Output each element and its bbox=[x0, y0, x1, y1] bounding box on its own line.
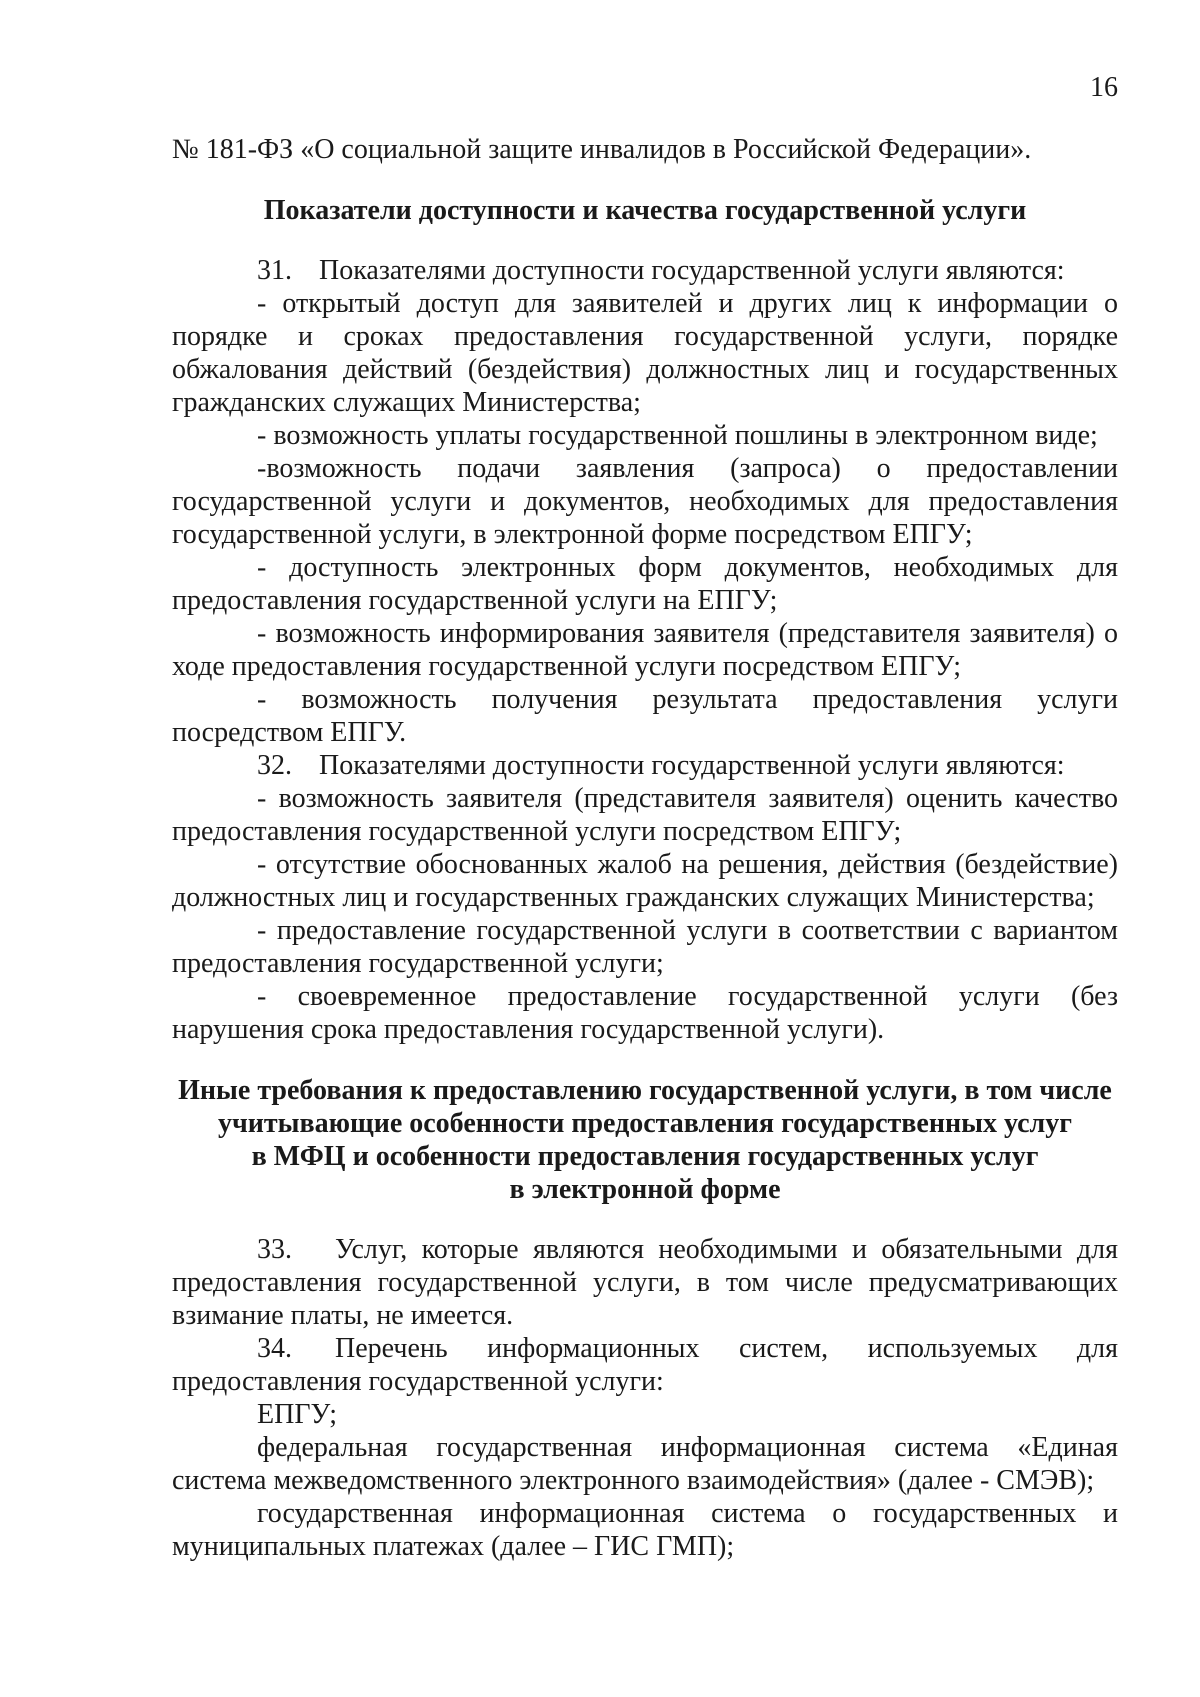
list-item: - возможность получения результата предоставления услуги посредством ЕПГУ. bbox=[172, 684, 1118, 748]
list-item: - открытый доступ для заявителей и других лиц к информации о порядке и сроках предоставления государственной услуги, порядке обжалования действий (бездействия) должностных лиц и государственных гражданских служащих Министерства; bbox=[172, 288, 1118, 418]
paragraph-text: Перечень информационных систем, используемых для предоставления государственной услуги: bbox=[172, 1333, 1118, 1397]
paragraph-number: 34. bbox=[257, 1333, 292, 1364]
list-item: ЕПГУ; bbox=[257, 1399, 338, 1430]
paragraph-number: 31. bbox=[257, 255, 292, 286]
list-item: - доступность электронных форм документов, необходимых для предоставления государственной услуги на ЕПГУ; bbox=[172, 552, 1118, 616]
list-item: - предоставление государственной услуги в соответствии с вариантом предоставления государственной услуги; bbox=[172, 915, 1118, 979]
page-number: 16 bbox=[1090, 72, 1118, 103]
section-heading-accessibility: Показатели доступности и качества государственной услуги bbox=[263, 195, 1027, 226]
paragraph-33 bbox=[172, 1233, 1118, 1332]
intro-paragraph: № 181-ФЗ «О социальной защите инвалидов в Российской Федерации». bbox=[172, 134, 1032, 165]
paragraph-31 bbox=[172, 254, 1118, 287]
paragraph-text: Показателями доступности государственной услуги являются: bbox=[319, 750, 1065, 781]
paragraph-34 bbox=[172, 1332, 1118, 1398]
paragraph-number: 32. bbox=[257, 750, 292, 781]
list-item: федеральная государственная информационная система «Единая система межведомственного электронного взаимодействия» (далее - СМЭВ); bbox=[172, 1432, 1118, 1496]
heading-line: учитывающие особенности предоставления государственных услуг bbox=[218, 1108, 1072, 1139]
document-body bbox=[172, 133, 1118, 1563]
list-item: - возможность уплаты государственной пошлины в электронном виде; bbox=[257, 420, 1098, 451]
list-item: - возможность заявителя (представителя заявителя) оценить качество предоставления государственной услуги посредством ЕПГУ; bbox=[172, 783, 1118, 847]
heading-line: в электронной форме bbox=[509, 1174, 781, 1205]
paragraph-text: Показателями доступности государственной услуги являются: bbox=[319, 255, 1065, 286]
section-heading-other-requirements bbox=[172, 1074, 1118, 1206]
paragraph-number: 33. bbox=[257, 1234, 292, 1265]
heading-line: в МФЦ и особенности предоставления государственных услуг bbox=[251, 1141, 1039, 1172]
paragraph-32 bbox=[172, 749, 1118, 782]
list-item: государственная информационная система о государственных и муниципальных платежах (далее – ГИС ГМП); bbox=[172, 1498, 1118, 1562]
list-item: - отсутствие обоснованных жалоб на решения, действия (бездействие) должностных лиц и государственных гражданских служащих Министерства; bbox=[172, 849, 1118, 913]
list-item: - своевременное предоставление государственной услуги (без нарушения срока предоставления государственной услуги). bbox=[172, 981, 1118, 1045]
list-item: - возможность информирования заявителя (представителя заявителя) о ходе предоставления государственной услуги посредством ЕПГУ; bbox=[172, 618, 1118, 682]
paragraph-text: Услуг, которые являются необходимыми и обязательными для предоставления государственной услуги, в том числе предусматривающих взимание платы, не имеется. bbox=[172, 1234, 1118, 1331]
heading-line: Иные требования к предоставлению государственной услуги, в том числе bbox=[178, 1075, 1112, 1106]
list-item: -возможность подачи заявления (запроса) о предоставлении государственной услуги и документов, необходимых для предоставления государственной услуги, в электронной форме посредством ЕПГУ; bbox=[172, 453, 1118, 550]
